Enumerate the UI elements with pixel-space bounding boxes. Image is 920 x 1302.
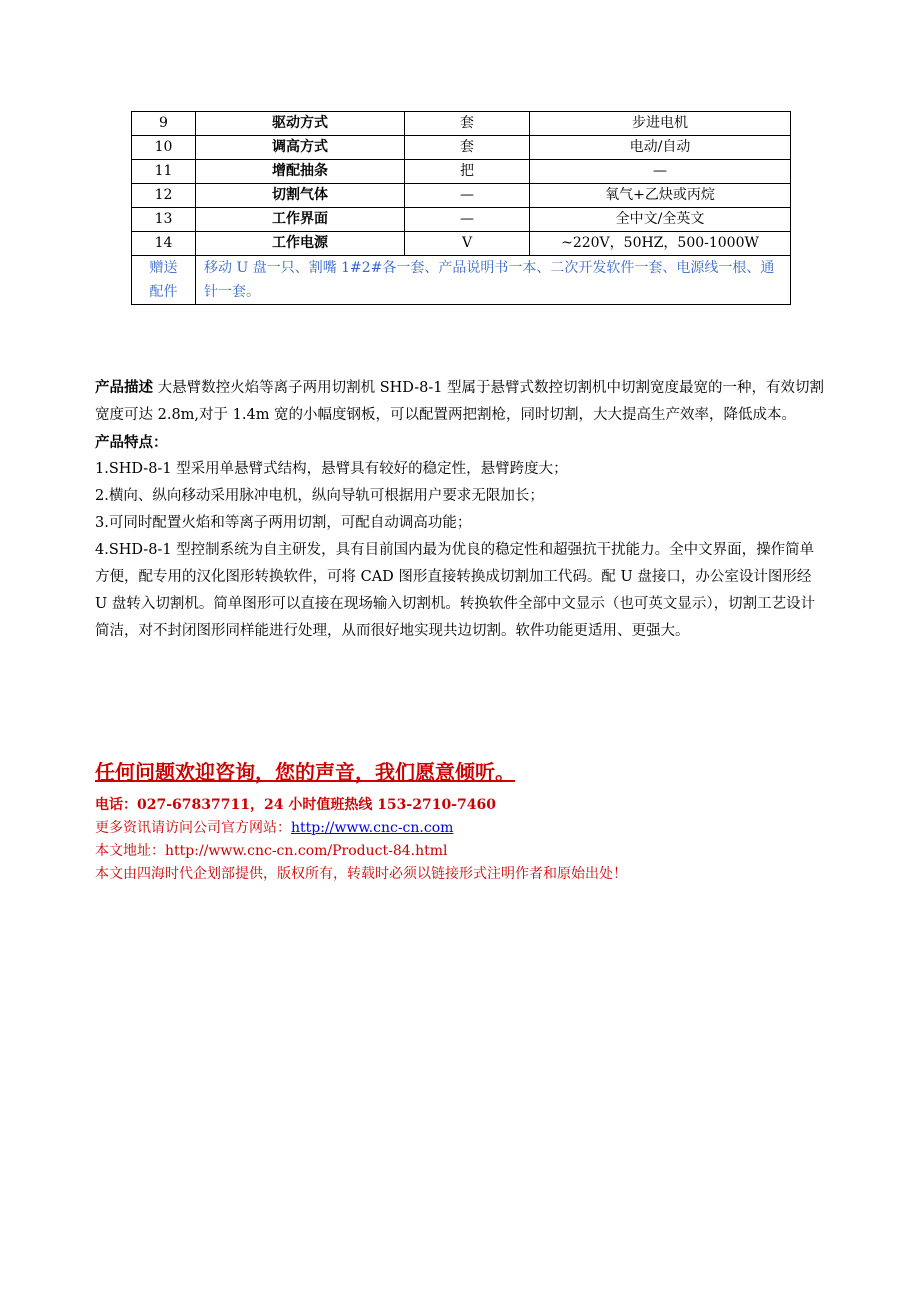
table-row — [132, 208, 791, 232]
spec-value: 电动/自动 — [530, 136, 791, 160]
spec-name: 工作界面 — [196, 208, 405, 232]
contact-slogan: 任何问题欢迎咨询，您的声音，我们愿意倾听。 — [95, 760, 515, 784]
gift-label-line1: 赠送 — [149, 260, 178, 276]
table-row — [132, 184, 791, 208]
row-number: 12 — [132, 184, 196, 208]
features-title: 产品特点： — [95, 434, 168, 451]
spec-value: 步进电机 — [530, 112, 791, 136]
feature-item: 3.可同时配置火焰和等离子两用切割，可配自动调高功能； — [95, 515, 472, 531]
spec-name: 工作电源 — [196, 232, 405, 256]
row-number: 9 — [132, 112, 196, 136]
row-number: 11 — [132, 160, 196, 184]
spec-unit: V — [405, 232, 530, 256]
website-line — [95, 817, 827, 840]
description-paragraph — [95, 374, 827, 429]
description-label: 产品描述 — [95, 379, 153, 396]
gift-label — [132, 256, 196, 305]
gift-label-line2: 配件 — [149, 284, 178, 300]
spec-unit: 套 — [405, 136, 530, 160]
spec-value: 氧气+乙炔或丙烷 — [530, 184, 791, 208]
feature-item: 4.SHD-8-1 型控制系统为自主研发，具有目前国内最为优良的稳定性和超强抗干扰能力。全中文界面，操作简单方便，配专用的汉化图形转换软件，可将 CAD 图形直接转换成切割加工代码。配 U 盘接口，办公室设计图形经 U 盘转入切割机。简单图形可以直接在现场输入切割机。转换软件全部中文显示（也可英文显示），切割工艺设计简洁，对不封闭图形同样能进行处理，从而很好地实现共边切割。软件功能更适用、更强大。 — [95, 542, 816, 639]
spec-name: 调高方式 — [196, 136, 405, 160]
table-row — [132, 160, 791, 184]
row-number: 13 — [132, 208, 196, 232]
contact-phone: 电话：027-67837711，24 小时值班热线 153-2710-7460 — [95, 797, 496, 813]
feature-item: 1.SHD-8-1 型采用单悬臂式结构，悬臂具有较好的稳定性，悬臂跨度大； — [95, 461, 568, 477]
spec-name: 切割气体 — [196, 184, 405, 208]
website-label: 更多资讯请访问公司官方网站： — [95, 820, 291, 836]
table-row — [132, 112, 791, 136]
spec-value: — — [530, 160, 791, 184]
spec-name: 驱动方式 — [196, 112, 405, 136]
spec-name: 增配抽条 — [196, 160, 405, 184]
spec-table — [131, 111, 791, 305]
product-description — [95, 374, 827, 645]
table-row — [132, 136, 791, 160]
table-row — [132, 232, 791, 256]
gift-content: 移动 U 盘一只、割嘴 1#2#各一套、产品说明书一本、二次开发软件一套、电源线一根、通针一套。 — [196, 256, 791, 305]
description-text: 大悬臂数控火焰等离子两用切割机 SHD-8-1 型属于悬臂式数控切割机中切割宽度最宽的一种，有效切割宽度可达 2.8m,对于 1.4m 宽的小幅度钢板，可以配置两把割枪，同时切割，大大提高生产效率，降低成本。 — [95, 380, 825, 423]
copyright-notice: 本文由四海时代企划部提供，版权所有，转载时必须以链接形式注明作者和原始出处！ — [95, 866, 627, 882]
spec-unit: 把 — [405, 160, 530, 184]
spec-unit: 套 — [405, 112, 530, 136]
feature-item: 2.横向、纵向移动采用脉冲电机，纵向导轨可根据用户要求无限加长； — [95, 488, 544, 504]
gift-row — [132, 256, 791, 305]
row-number: 14 — [132, 232, 196, 256]
spec-unit: — — [405, 184, 530, 208]
article-address: 本文地址：http://www.cnc-cn.com/Product-84.html — [95, 843, 448, 859]
website-link[interactable]: http://www.cnc-cn.com — [291, 820, 454, 836]
spec-value: ~220V，50HZ，500-1000W — [530, 232, 791, 256]
spec-value: 全中文/全英文 — [530, 208, 791, 232]
row-number: 10 — [132, 136, 196, 160]
spec-unit: — — [405, 208, 530, 232]
contact-section — [95, 756, 827, 886]
